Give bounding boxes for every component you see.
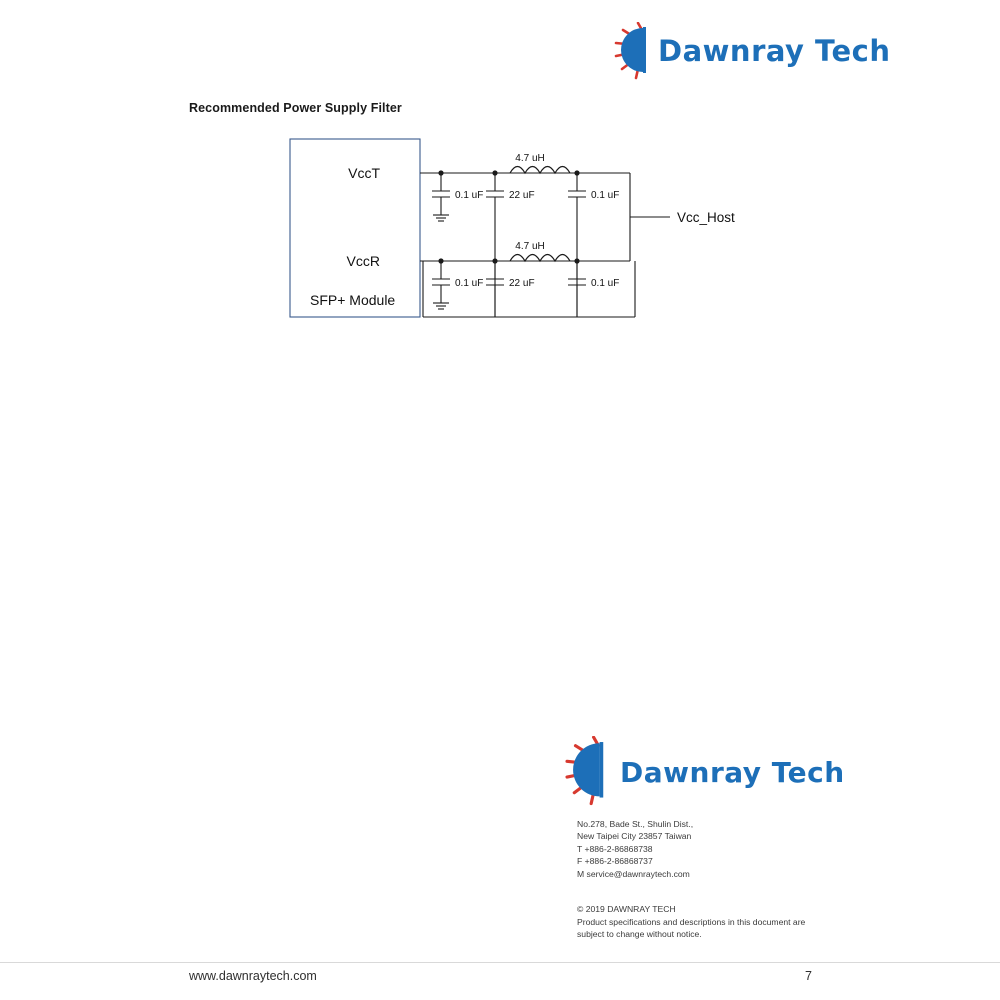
inductor-label-bottom: 4.7 uH: [515, 241, 545, 252]
cap-label-bottom-1: 0.1 uF: [455, 278, 484, 289]
address-line: M service@dawnraytech.com: [577, 868, 690, 879]
pin-label-vcct: VccT: [348, 165, 380, 181]
cap-label-top-3: 0.1 uF: [591, 190, 620, 201]
disclaimer-line: subject to change without notice.: [577, 929, 702, 940]
address-line: T +886-2-86868738: [577, 843, 653, 854]
address-line: F +886-2-86868737: [577, 856, 653, 867]
footer-website-url: www.dawnraytech.com: [189, 969, 317, 983]
address-line: No.278, Bade St., Shulin Dist.,: [577, 819, 694, 829]
section-title: Recommended Power Supply Filter: [189, 101, 402, 115]
cap-label-top-1: 0.1 uF: [455, 190, 484, 201]
footer-page-number: 7: [805, 969, 812, 983]
company-address: [577, 818, 693, 880]
power-supply-filter-schematic: [180, 125, 780, 345]
brand-logo-header: [612, 22, 891, 84]
legal-notice: [577, 903, 847, 941]
module-label: SFP+ Module: [310, 292, 396, 308]
footer-divider: [0, 962, 1000, 963]
copyright-line: © 2019 DAWNRAY TECH: [577, 904, 676, 914]
brand-name: Dawnray Tech: [658, 34, 891, 68]
cap-label-top-2: 22 uF: [509, 190, 535, 201]
host-label: Vcc_Host: [677, 210, 735, 225]
disclaimer-line: Product specifications and descriptions in this document are: [577, 916, 806, 927]
inductor-label-top: 4.7 uH: [515, 153, 545, 164]
pin-label-vccr: VccR: [346, 253, 380, 269]
cap-label-bottom-3: 0.1 uF: [591, 278, 620, 289]
brand-name-footer: Dawnray Tech: [620, 756, 845, 789]
brand-logo-footer: [562, 736, 845, 806]
address-line: New Taipei City 23857 Taiwan: [577, 831, 692, 842]
cap-label-bottom-2: 22 uF: [509, 278, 535, 289]
